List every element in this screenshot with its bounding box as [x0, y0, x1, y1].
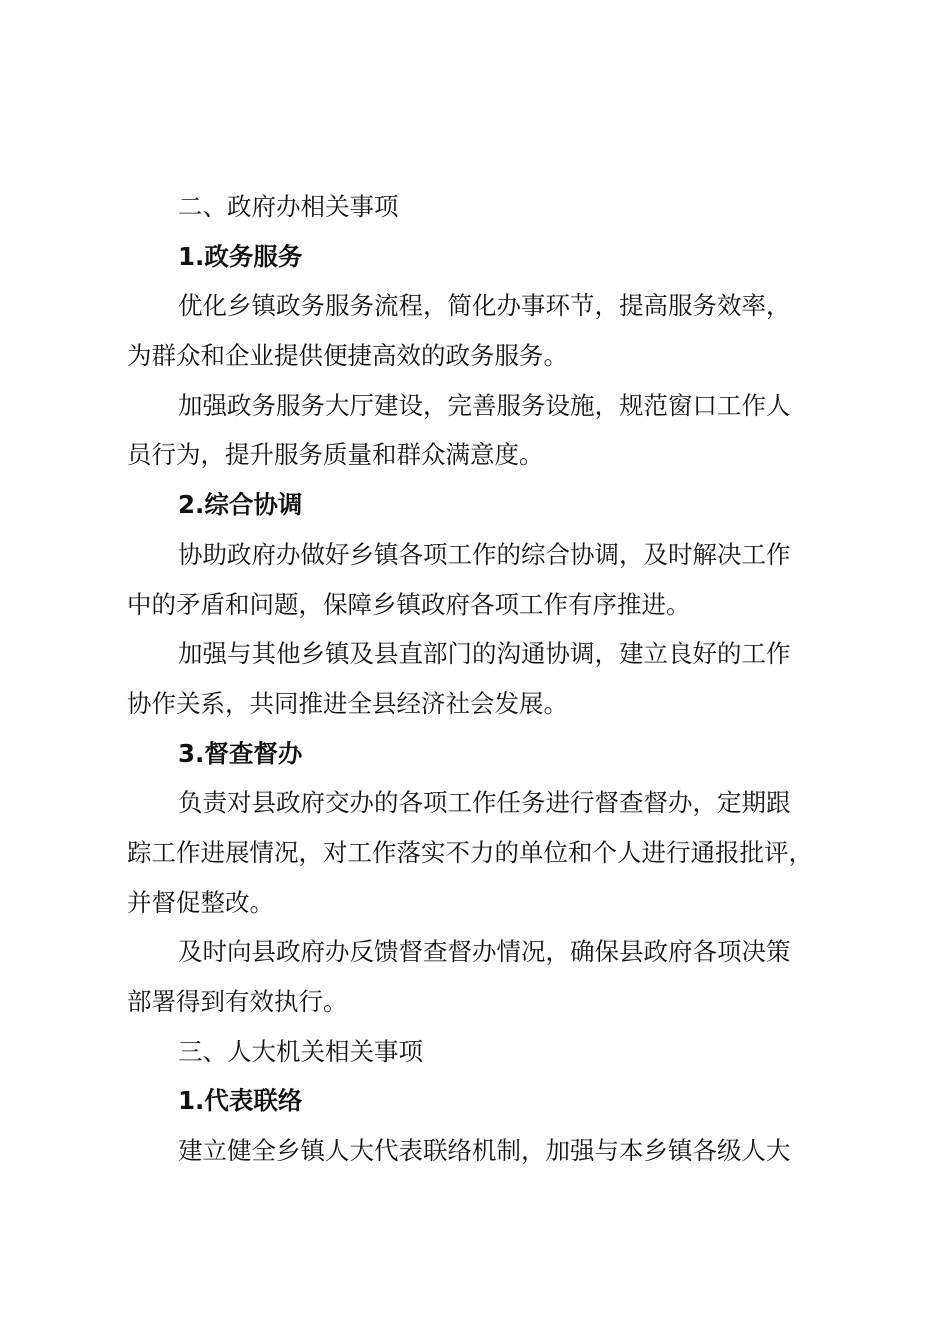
- subheading-supervision: 3.督查督办: [178, 738, 303, 768]
- paragraph-line: 负责对县政府交办的各项工作任务进行督查督办，定期跟: [178, 788, 791, 818]
- paragraph-line: 并督促整改。: [127, 887, 274, 917]
- section-heading-peoples-congress: 三、人大机关相关事项: [178, 1036, 423, 1066]
- subheading-representative-liaison: 1.代表联络: [178, 1086, 303, 1116]
- paragraph-line: 踪工作进展情况，对工作落实不力的单位和个人进行通报批评，: [127, 837, 813, 867]
- subheading-coordination: 2.综合协调: [178, 490, 303, 520]
- section-heading-government-office: 二、政府办相关事项: [178, 192, 399, 221]
- paragraph-line: 及时向县政府办反馈督查督办情况，确保县政府各项决策: [178, 937, 791, 967]
- paragraph-line: 部署得到有效执行。: [127, 987, 348, 1016]
- paragraph-line: 中的矛盾和问题，保障乡镇政府各项工作有序推进。: [127, 589, 691, 619]
- paragraph-line: 为群众和企业提供便捷高效的政务服务。: [127, 341, 568, 371]
- paragraph-line: 加强与其他乡镇及县直部门的沟通协调，建立良好的工作: [178, 639, 791, 669]
- document-body: [127, 182, 839, 1176]
- paragraph-line: 员行为，提升服务质量和群众满意度。: [127, 440, 544, 470]
- paragraph-line: 协作关系，共同推进全县经济社会发展。: [127, 688, 568, 718]
- paragraph-line: 协助政府办做好乡镇各项工作的综合协调，及时解决工作: [178, 539, 791, 569]
- subheading-government-services: 1.政务服务: [178, 241, 303, 271]
- paragraph-line: 加强政务服务大厅建设，完善服务设施，规范窗口工作人: [178, 390, 791, 420]
- paragraph-line: 建立健全乡镇人大代表联络机制，加强与本乡镇各级人大: [178, 1136, 791, 1166]
- paragraph-line: 优化乡镇政务服务流程，简化办事环节，提高服务效率，: [178, 291, 791, 321]
